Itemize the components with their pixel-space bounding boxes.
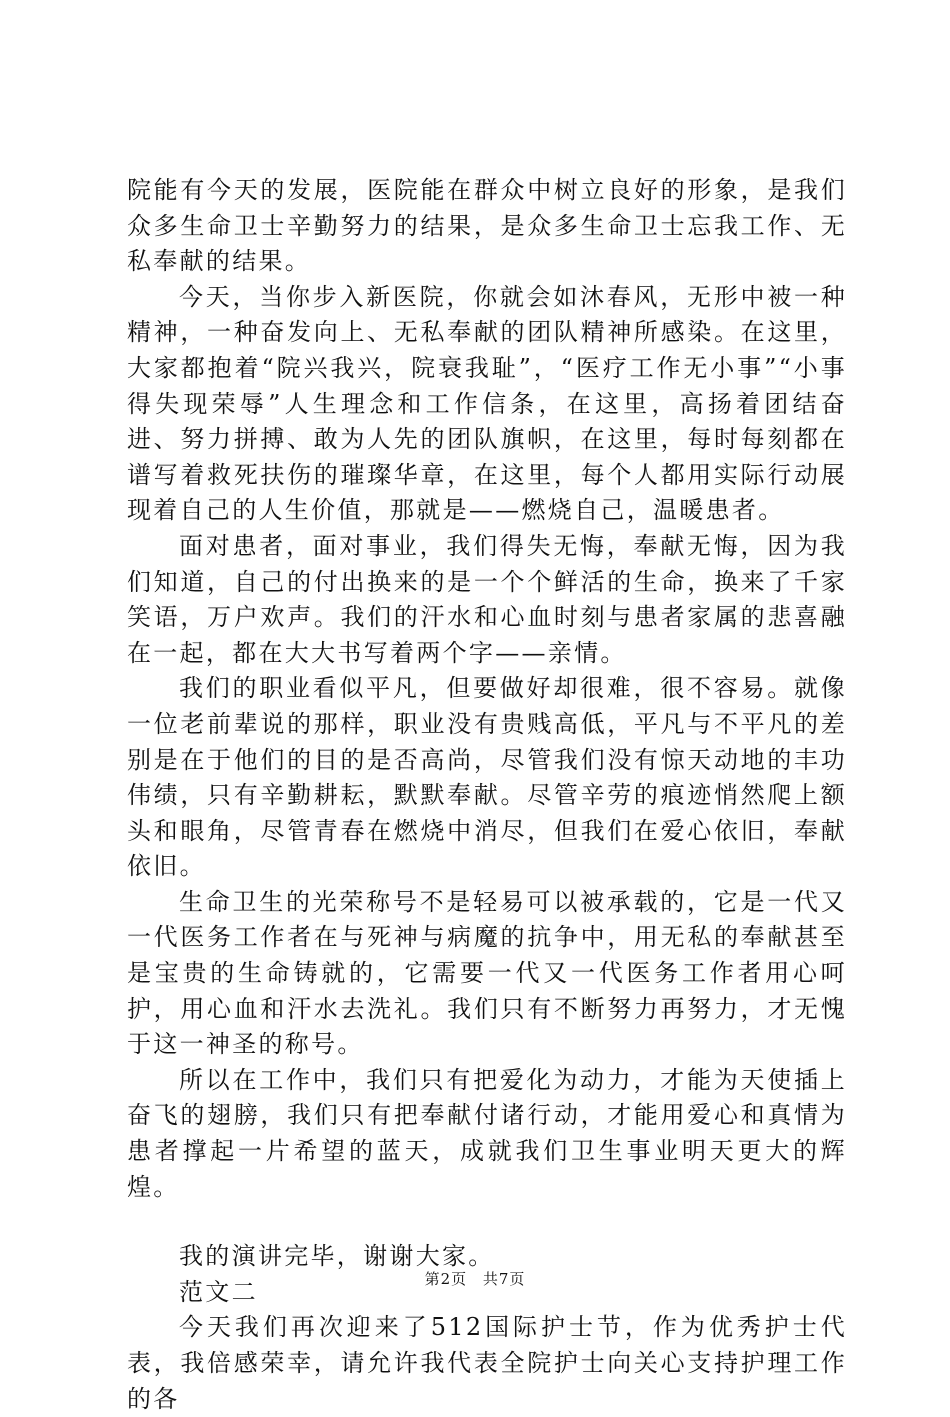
paragraph-5: 生命卫生的光荣称号不是轻易可以被承载的，它是一代又一代医务工作者在与死神与病魔的抗争中，用无私的奉献甚至是宝贵的生命铸就的，它需要一代又一代医务工作者用心呵护，用心血和汗水去洗礼。我们只有不断努力再努力，才无愧于这一神圣的称号。 xyxy=(127,887,847,1059)
closing-line: 我的演讲完毕，谢谢大家。 xyxy=(179,1242,495,1271)
paragraph-2: 今天，当你步入新医院，你就会如沐春风，无形中被一种精神，一种奋发向上、无私奉献的团队精神所感染。在这里，大家都抱着“院兴我兴，院衰我耻”，“医疗工作无小事”“小事得失现荣辱”人生理念和工作信条，在这里，高扬着团结奋进、努力拼搏、敢为人先的团队旗帜，在这里，每时每刻都在谱写着救死扶伤的璀璨华章，在这里，每个人都用实际行动展现着自己的人生价值，那就是——燃烧自己，温暖患者。 xyxy=(127,282,847,525)
page-number: 第2页 xyxy=(424,1270,468,1288)
paragraph-1: 院能有今天的发展，医院能在群众中树立良好的形象，是我们众多生命卫士辛勤努力的结果，是众多生命卫士忘我工作、无私奉献的结果。 xyxy=(127,176,847,276)
paragraph-3: 面对患者，面对事业，我们得失无悔，奉献无悔，因为我们知道，自己的付出换来的是一个个鲜活的生命，换来了千家笑语，万户欢声。我们的汗水和心血时刻与患者家属的悲喜融在一起，都在大大书写着两个字——亲情。 xyxy=(127,531,847,667)
paragraph-6: 所以在工作中，我们只有把爱化为动力，才能为天使插上奋飞的翅膀，我们只有把奉献付诸行动，才能用爱心和真情为患者撑起一片希望的蓝天，成就我们卫生事业明天更大的辉煌。 xyxy=(127,1065,847,1201)
page-footer xyxy=(0,1268,950,1289)
document-body xyxy=(127,173,847,1417)
paragraph-4: 我们的职业看似平凡，但要做好却很难，很不容易。就像一位老前辈说的那样，职业没有贵贱高低，平凡与不平凡的差别是在于他们的目的是否高尚，尽管我们没有惊天动地的丰功伟绩，只有辛勤耕耘，默默奉献。尽管辛劳的痕迹悄然爬上额头和眼角，尽管青春在燃烧中消尽，但我们在爱心依旧，奉献依旧。 xyxy=(127,674,847,881)
paragraph-next: 今天我们再次迎来了512国际护士节，作为优秀护士代表，我倍感荣幸，请允许我代表全院护士向关心支持护理工作的各 xyxy=(127,1313,847,1413)
blank-line xyxy=(127,1205,847,1239)
section-title: 范文二 xyxy=(179,1277,258,1306)
page-total: 共7页 xyxy=(482,1270,526,1288)
